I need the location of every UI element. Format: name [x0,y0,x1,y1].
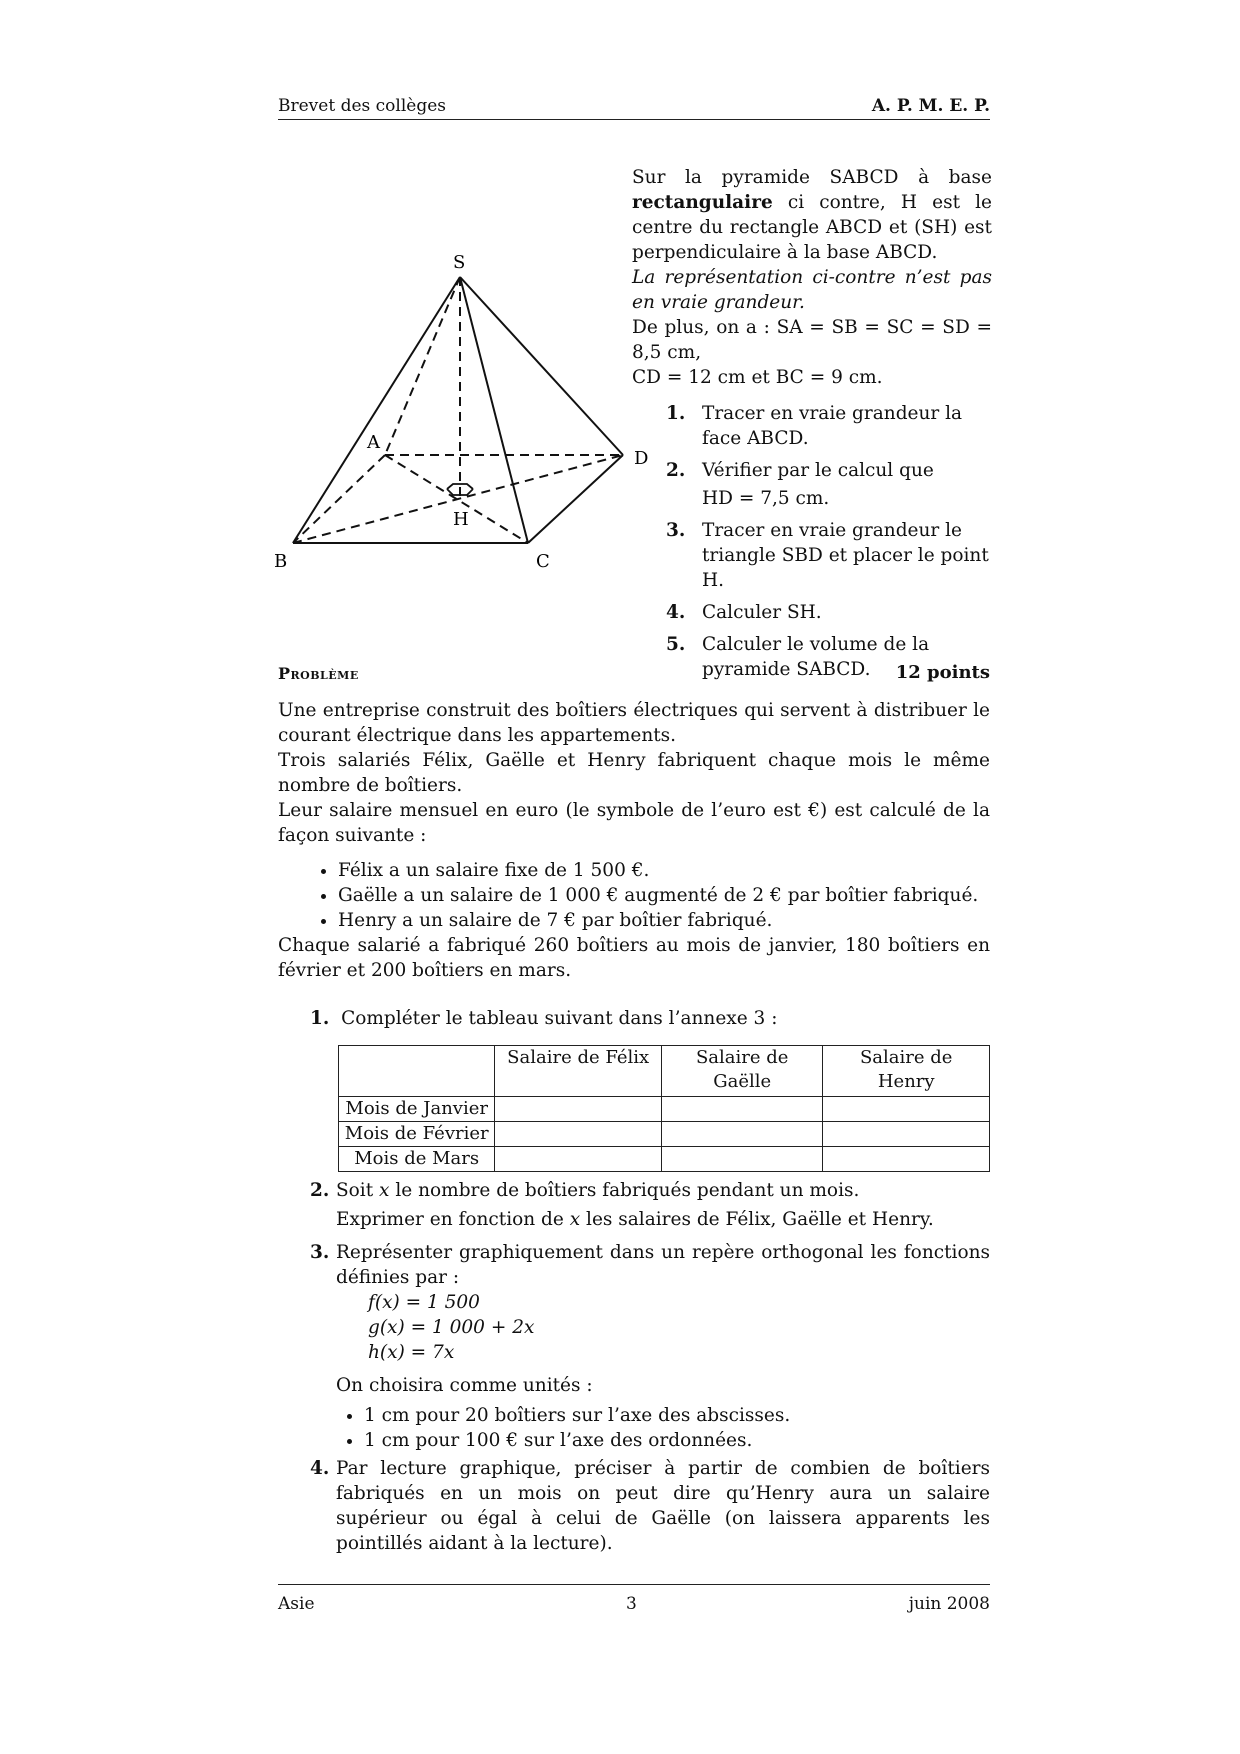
exercise-note: La représentation ci-contre n’est pas en vraie grandeur. [632,267,992,313]
exercise-question: 2. Vérifier par le calcul que HD = 7,5 cm. [666,460,934,509]
exercise-questions [666,401,992,682]
exercise-data-1: De plus, on a : SA = SB = SC = SD = 8,5 cm, [632,317,992,363]
table-cell-empty[interactable] [823,1147,990,1172]
edge-SB [293,277,460,543]
label-A: A [367,432,380,453]
page-number: 3 [626,1594,637,1614]
table-cell-empty[interactable] [661,1147,822,1172]
salary-table [338,1045,990,1172]
footer-right: juin 2008 [908,1594,990,1614]
problem-p4: Chaque salarié a fabriqué 260 boîtiers au mois de janvier, 180 boîtiers en février et 200 boîtiers en mars. [278,935,990,981]
label-C: C [536,551,550,572]
exercise-question: 1. Tracer en vraie grandeur la face ABCD. [666,403,963,449]
salary-rules [278,858,990,933]
exercise-question: 4. Calculer SH. [666,602,822,623]
list-item: • 1 cm pour 20 boîtiers sur l’axe des abscisses. [364,1403,990,1428]
list-item: • Félix a un salaire fixe de 1 500 €. [338,858,990,883]
table-cell-empty[interactable] [661,1097,822,1122]
problem-q2: 2. Soit x le nombre de boîtiers fabriqués pendant un mois. Exprimer en fonction de x les salaires de Félix, Gaëlle et Henry. [310,1180,934,1230]
edge-SA [385,277,460,455]
label-S: S [453,252,466,273]
table-cell-empty[interactable] [495,1122,662,1147]
edge-SC [460,277,528,543]
label-D: D [634,448,649,469]
table-header-cell: Salaire de Henry [823,1046,990,1097]
function-f: f(x) = 1 500 [368,1292,480,1313]
units-list [310,1403,990,1453]
table-cell-empty[interactable] [495,1097,662,1122]
header-left: Brevet des collèges [278,96,447,116]
function-h: h(x) = 7x [368,1342,455,1363]
header-rule [278,119,990,120]
table-header-cell: Salaire de Gaëlle [661,1046,822,1097]
problem-q3: 3. Représenter graphiquement dans un repère orthogonal les fonctions définies par : f(x) = 1 500 g(x) = 1 000 + 2x h(x) = 7x On choisira comme unités : • 1 cm pour 20 boîtiers sur l’axe des abscisses. • 1 cm pour 100 € sur l’axe des ordonnées. [310,1240,990,1453]
table-header-cell [339,1046,495,1097]
exercise-data-2: CD = 12 cm et BC = 9 cm. [632,367,883,388]
header-right: A. P. M. E. P. [871,96,990,116]
function-g: g(x) = 1 000 + 2x [368,1317,535,1338]
table-header-row [339,1046,990,1097]
problem-points: 12 points [895,662,990,683]
table-header-cell: Salaire de Félix [495,1046,662,1097]
table-row [339,1147,990,1172]
problem-p1: Une entreprise construit des boîtiers électriques qui servent à distribuer le courant électrique dans les appartements. [278,700,990,746]
footer-rule [278,1584,990,1585]
exercise-intro: Sur la pyramide SABCD à base rectangulaire ci contre, H est le centre du rectangle ABCD et (SH) est perpendiculaire à la base ABCD. [632,167,992,263]
list-item: • Henry a un salaire de 7 € par boîtier fabriqué. [338,908,990,933]
exercise-question: 5. Calculer le volume de la pyramide SABCD. [666,634,930,680]
list-item: • Gaëlle a un salaire de 1 000 € augmenté de 2 € par boîtier fabriqué. [338,883,990,908]
label-B: B [274,551,288,572]
edge-SD [460,277,623,455]
table-row [339,1122,990,1147]
table-row [339,1097,990,1122]
exercise-question: 3. Tracer en vraie grandeur le triangle SBD et placer le point H. [666,520,989,591]
problem-body [278,698,990,983]
footer-left: Asie [278,1594,315,1614]
table-row-label: Mois de Février [339,1122,495,1147]
table-cell-empty[interactable] [495,1147,662,1172]
problem-title: Problème [278,664,359,683]
problem-p3: Leur salaire mensuel en euro (le symbole de l’euro est €) est calculé de la façon suivante : [278,800,990,846]
table-row-label: Mois de Mars [339,1147,495,1172]
table-cell-empty[interactable] [823,1122,990,1147]
list-item: • 1 cm pour 100 € sur l’axe des ordonnées. [364,1428,990,1453]
exercise-text [632,165,992,689]
table-cell-empty[interactable] [823,1097,990,1122]
units-intro: On choisira comme unités : [336,1375,593,1396]
problem-q1: 1. Compléter le tableau suivant dans l’annexe 3 : [310,1008,778,1029]
problem-q4: 4. Par lecture graphique, préciser à partir de combien de boîtiers fabriqués en un mois on peut dire qu’Henry aura un salaire supérieur ou égal à celui de Gaëlle (on laissera apparents les pointillés aidant à la lecture). [310,1458,990,1554]
table-cell-empty[interactable] [661,1122,822,1147]
problem-p2: Trois salariés Félix, Gaëlle et Henry fabriquent chaque mois le même nombre de boîtiers. [278,750,990,796]
function-definitions [310,1290,990,1365]
table-row-label: Mois de Janvier [339,1097,495,1122]
pyramid-figure [270,245,660,575]
label-H: H [453,509,469,530]
